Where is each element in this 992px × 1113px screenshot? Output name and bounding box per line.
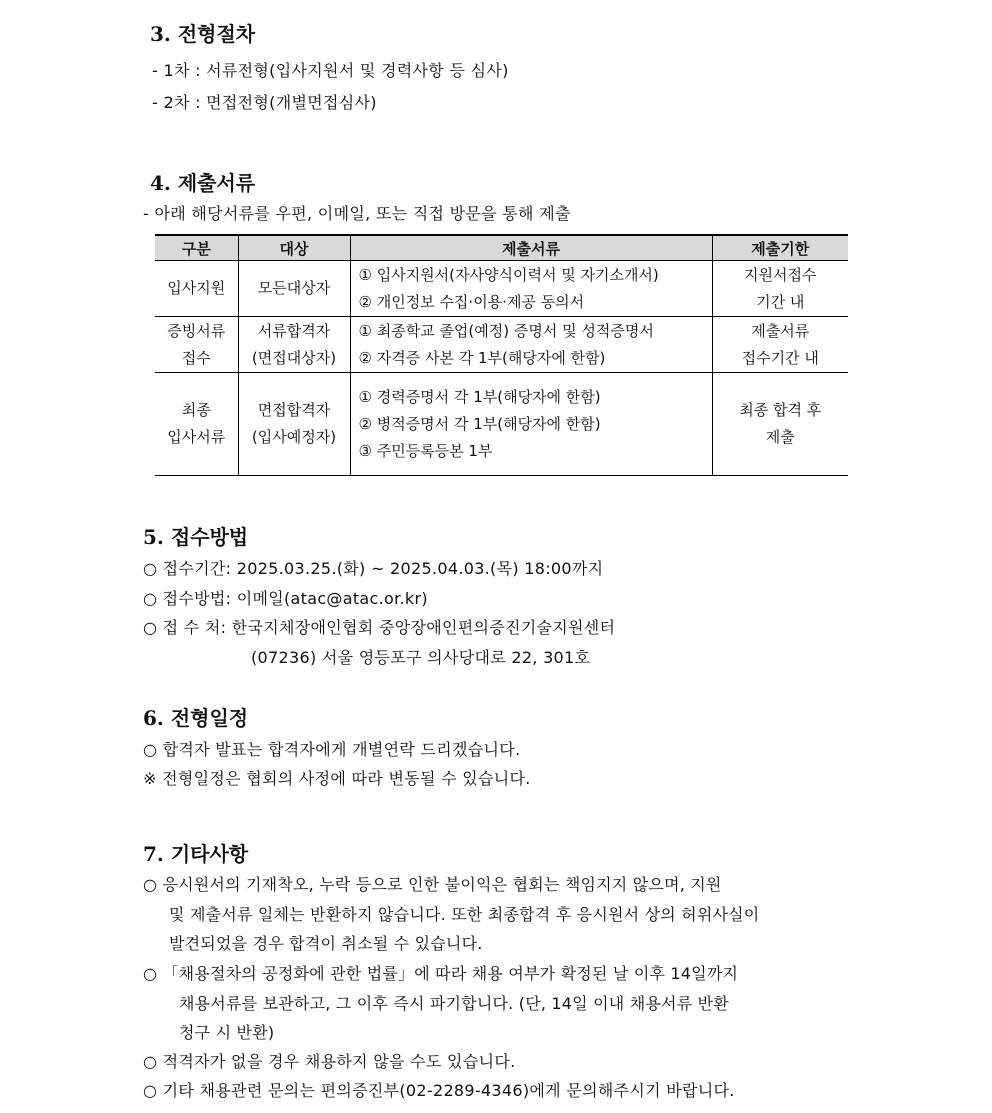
section-4-title: 4. 제출서류 xyxy=(150,171,256,195)
documents-table xyxy=(155,234,848,476)
section-3-title: 3. 전형절차 xyxy=(150,22,256,46)
header-documents: 제출서류 xyxy=(350,235,712,261)
documents-intro: - 아래 해당서류를 우편, 이메일, 또는 직접 방문을 통해 제출 xyxy=(143,204,571,223)
schedule-change-note: ※ 전형일정은 협회의 사정에 따라 변동될 수 있습니다. xyxy=(143,769,531,788)
notice-paragraph-1: ○ 응시원서의 기재착오, 누락 등으로 인한 불이익은 협회는 책임지지 않으며, 지원 및 제출서류 일체는 반환하지 않습니다. 또한 최종합격 후 응시원서 상의 허위사실이 발견되었을 경우 합격이 취소될 수 있습니다. xyxy=(143,875,760,953)
announcement-note: ○ 합격자 발표는 합격자에게 개별연락 드리겠습니다. xyxy=(143,740,521,759)
row-target: 면접합격자 (입사예정자) xyxy=(238,373,350,476)
notice-paragraph-4: ○ 기타 채용관련 문의는 편의증진부(02-2289-4346)에게 문의해주시기 바랍니다. xyxy=(143,1081,735,1100)
row-documents: ① 최종학교 졸업(예정) 증명서 및 성적증명서 ② 자격증 사본 각 1부(해당자에 한함) xyxy=(350,317,712,373)
row-documents: ① 경력증명서 각 1부(해당자에 한함) ② 병적증명서 각 1부(해당자에 한함) ③ 주민등록등본 1부 xyxy=(350,373,712,476)
process-step-2: - 2차 : 면접전형(개별면접심사) xyxy=(152,93,377,112)
application-period: ○ 접수기간: 2025.03.25.(화) ~ 2025.04.03.(목) 18:00까지 xyxy=(143,559,604,578)
table-row xyxy=(155,261,848,317)
application-place: ○ 접 수 처: 한국지체장애인협회 중앙장애인편의증진기술지원센터 xyxy=(143,618,616,637)
row-target: 모든대상자 xyxy=(238,261,350,317)
notice-paragraph-3: ○ 적격자가 없을 경우 채용하지 않을 수도 있습니다. xyxy=(143,1052,516,1071)
row-category: 입사지원 xyxy=(155,261,238,317)
row-deadline: 제출서류 접수기간 내 xyxy=(712,317,848,373)
application-method: ○ 접수방법: 이메일(atac@atac.or.kr) xyxy=(143,589,428,608)
row-target: 서류합격자 (면접대상자) xyxy=(238,317,350,373)
process-step-1: - 1차 : 서류전형(입사지원서 및 경력사항 등 심사) xyxy=(152,61,509,80)
header-target: 대상 xyxy=(238,235,350,261)
notice-paragraph-2: ○ 「채용절차의 공정화에 관한 법률」에 따라 채용 여부가 확정된 날 이후 14일까지 채용서류를 보관하고, 그 이후 즉시 파기합니다. (단, 14일 이내 채용서류 반환 청구 시 반환) xyxy=(143,964,739,1042)
section-5-title: 5. 접수방법 xyxy=(143,525,249,549)
table-header-row xyxy=(155,235,848,261)
table-row xyxy=(155,373,848,476)
section-7-title: 7. 기타사항 xyxy=(143,842,249,866)
table-row xyxy=(155,317,848,373)
header-category: 구분 xyxy=(155,235,238,261)
row-category: 최종 입사서류 xyxy=(155,373,238,476)
row-deadline: 최종 합격 후 제출 xyxy=(712,373,848,476)
row-deadline: 지원서접수 기간 내 xyxy=(712,261,848,317)
row-category: 증빙서류 접수 xyxy=(155,317,238,373)
row-documents: ① 입사지원서(자사양식이력서 및 자기소개서) ② 개인정보 수집·이용·제공 동의서 xyxy=(350,261,712,317)
header-deadline: 제출기한 xyxy=(712,235,848,261)
section-6-title: 6. 전형일정 xyxy=(143,706,249,730)
application-address: (07236) 서울 영등포구 의사당대로 22, 301호 xyxy=(251,648,591,667)
